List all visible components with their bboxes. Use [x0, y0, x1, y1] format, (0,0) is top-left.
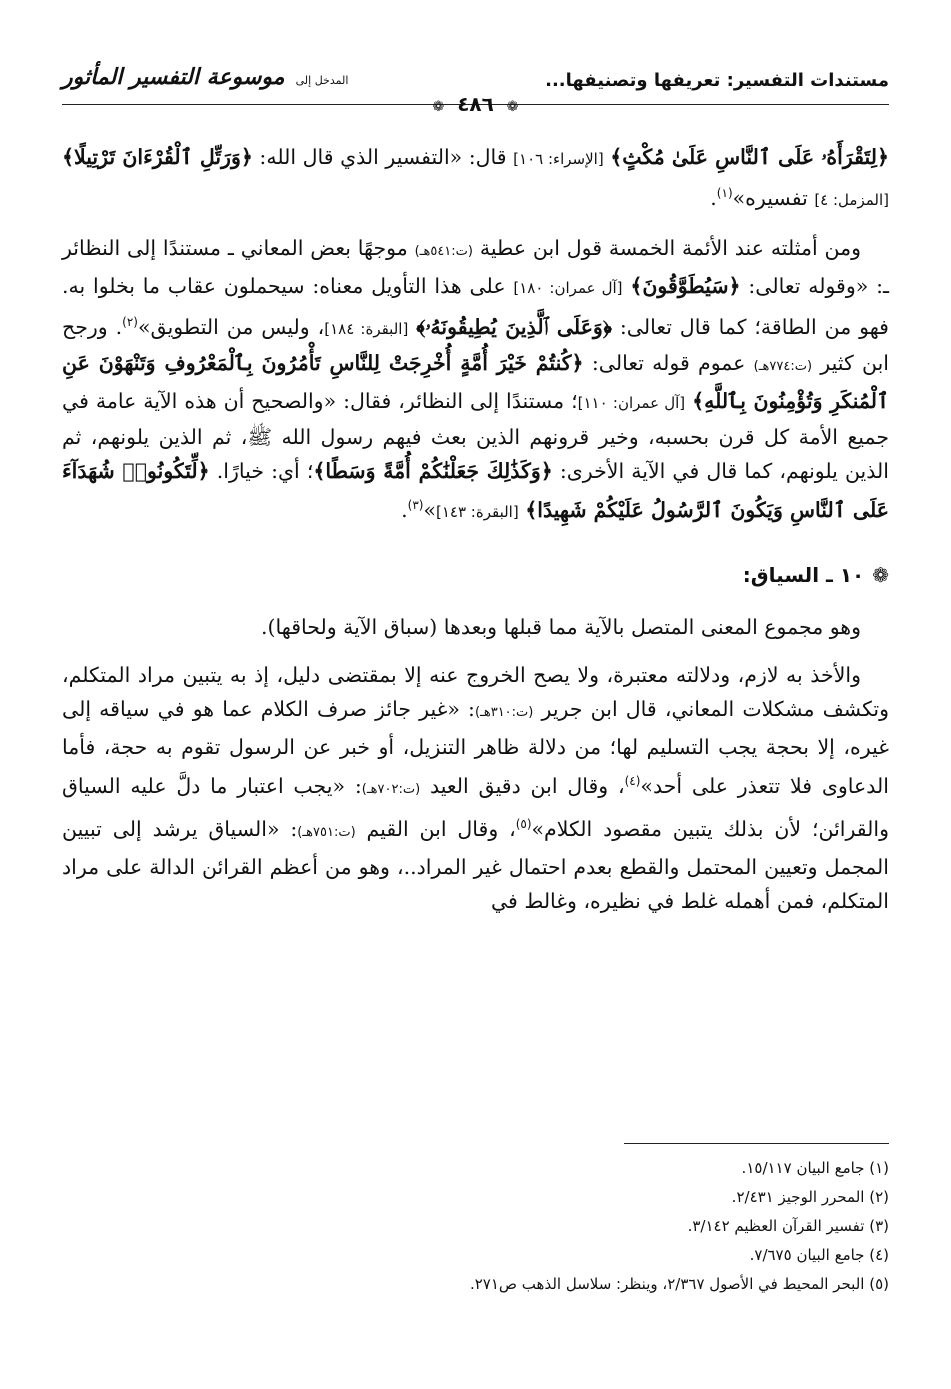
verse-reference: [آل عمران: ١١٠]: [577, 393, 686, 412]
text-run: عموم قوله تعالى:: [591, 350, 746, 375]
quran-verse: ﴿وَرَتِّلِ ٱلْقُرْءَانَ تَرْتِيلًا﴾: [62, 145, 253, 169]
text-run: .: [710, 185, 717, 210]
quran-verse: ﴿كُنتُمْ خَيْرَ أُمَّةٍ أُخْرِجَتْ لِلنَّاسِ تَأْمُرُونَ بِٱلْمَعْرُوفِ وَتَنْهَوْنَ عَنِ ٱلْمُنكَرِ وَتُؤْمِنُونَ بِٱللَّهِ﴾: [62, 350, 889, 413]
paragraph: [62, 140, 889, 217]
text-run: ؛ مستندًا إلى النظائر، فقال: «والصحيح أن هذه الآية عامة في جميع الأمة كل قرن بحسبه، وخير قرونهم الذين بعث فيهم رسول الله ﷺ، ثم الذين يلونهم، ثم الذين يلونهم، كما قال في الآية الأخرى:: [62, 388, 889, 483]
footnotes: [62, 1154, 889, 1299]
main-text: [62, 140, 889, 932]
footnote: (٣) تفسير القرآن العظيم ٣/١٤٢.: [687, 1217, 889, 1235]
death-date: (ت:٧٥١هـ): [297, 825, 356, 841]
text-run: قال: «التفسير الذي قال الله:: [259, 145, 507, 169]
footnote: (٢) المحرر الوجيز ٢/٤٣١.: [731, 1188, 889, 1206]
paragraph: [62, 610, 889, 644]
footnote-rule: [624, 1143, 889, 1144]
paragraph: [62, 231, 889, 529]
quran-verse: ﴿لِتَقْرَأَهُۥ عَلَى ٱلنَّاسِ عَلَىٰ مُكْثٍ﴾: [610, 145, 889, 169]
chapter-title: مستندات التفسير: تعريفها وتصنيفها...: [545, 70, 889, 91]
text-run: : «السياق يرشد إلى تبيين المجمل وتعيين المحتمل والقطع بعدم احتمال غير المراد..، وهو من أعظم القرائن الدالة على مراد المتكلم، فمن أهمله غلط في نظيره، وغالط في: [62, 817, 889, 914]
death-date: (ت:٧٧٤هـ): [753, 358, 813, 374]
footnote: (١) جامع البيان ١٥/١١٧.: [741, 1159, 889, 1177]
text-run: تفسيره»: [732, 185, 808, 210]
text-run: »: [423, 497, 436, 522]
text-run: على هذا التأويل معناه: سيحملون عقاب ما بخلوا به. فهو من الطاقة؛ كما قال تعالى:: [62, 273, 889, 339]
book-prefix: المدخل إلى: [295, 74, 349, 87]
text-run: ، وقال ابن دقيق العيد: [429, 774, 625, 799]
page-number: [0, 92, 951, 116]
quran-verse: ﴿سَيُطَوَّقُونَ﴾: [630, 273, 741, 298]
verse-reference: [البقرة: ١٤٣]: [436, 502, 519, 521]
footnote-marker: (٢): [122, 314, 138, 329]
section-heading: [62, 558, 889, 592]
text-run: ، وليس من التطويق»: [137, 314, 325, 339]
ornament-icon: ❁: [506, 99, 519, 115]
text-run: : «غير جائز صرف الكلام عما هو في سياقه إلى غيره، إلا بحجة يجب التسليم لها؛ من دلالة ظاهر التنزيل، أو خبر عن الرسول تقوم به حجة، فأما الدعاوى فلا تتعذر على أحد»: [62, 697, 889, 799]
page-number-value: ٤٨٦: [457, 92, 494, 116]
quran-verse: ﴿وَكَذَٰلِكَ جَعَلْنَٰكُمْ أُمَّةً وَسَطًا﴾: [313, 458, 553, 483]
verse-reference: [آل عمران: ١٨٠]: [513, 278, 623, 297]
text-run: ، وقال ابن القيم: [366, 817, 516, 842]
ornament-icon: ❁: [432, 99, 445, 115]
quran-verse: ﴿لِّتَكُونُوا۟ شُهَدَآءَ عَلَى ٱلنَّاسِ وَيَكُونَ ٱلرَّسُولُ عَلَيْكُمْ شَهِيدًا﴾: [62, 458, 889, 522]
verse-reference: [المزمل: ٤]: [814, 190, 889, 209]
footnote-marker: (٤): [624, 774, 641, 789]
text-run: والأخذ به لازم، ودلالته معتبرة، ولا يصح الخروج عنه إلا بمقتضى دليل، إذ به يتبين مراد المتكلم، وتكشف مشكلات المعاني، قال ابن جرير: [62, 663, 889, 722]
verse-reference: [البقرة: ١٨٤]: [324, 319, 409, 338]
flower-icon: ❁: [872, 563, 889, 588]
footnote-marker: (٣): [407, 497, 424, 512]
text-run: : «يجب اعتبار ما دلَّ عليه السياق والقرائن؛ لأن بذلك يتبين مقصود الكلام»: [62, 774, 889, 842]
section-heading-text: ١٠ ـ السياق:: [742, 563, 865, 588]
death-date: (ت:٥٤١هـ): [414, 243, 473, 259]
text-run: . ورجح ابن كثير: [62, 314, 889, 375]
paragraph: [62, 658, 889, 918]
text-run: .: [401, 497, 408, 522]
text-run: ومن أمثلته عند الأئمة الخمسة قول ابن عطية: [479, 235, 861, 260]
verse-reference: [الإسراء: ١٠٦]: [513, 150, 604, 168]
text-run: وهو مجموع المعنى المتصل بالآية مما قبلها وبعدها (سباق الآية ولحاقها).: [260, 615, 861, 640]
death-date: (ت:٧٠٢هـ): [361, 782, 421, 798]
death-date: (ت:٣١٠هـ): [474, 705, 534, 721]
book-title: موسوعة التفسير المأثور: [62, 64, 285, 90]
footnote: (٥) البحر المحيط في الأصول ٢/٣٦٧، وينظر: سلاسل الذهب ص٢٧١.: [469, 1275, 889, 1293]
text-run: موجهًا بعض المعاني ـ مستندًا إلى النظائر ـ: «وقوله تعالى:: [62, 235, 889, 298]
footnote-marker: (٥): [515, 817, 532, 832]
book-title-logo: [62, 64, 348, 90]
text-run: ؛ أي: خيارًا.: [216, 458, 314, 483]
footnote-marker: (١): [716, 186, 733, 200]
quran-verse: ﴿وَعَلَى ٱلَّذِينَ يُطِيقُونَهُۥ﴾: [416, 314, 612, 339]
footnote: (٤) جامع البيان ٧/٦٧٥.: [749, 1246, 889, 1264]
